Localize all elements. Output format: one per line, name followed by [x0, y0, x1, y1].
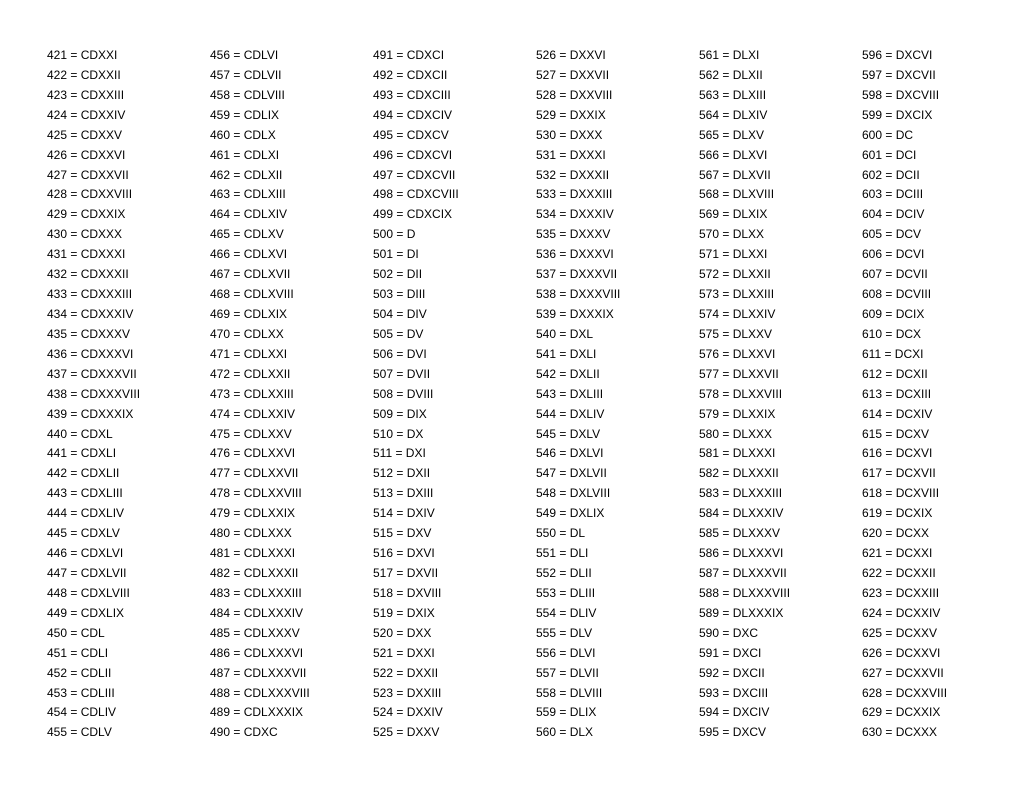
numeral-entry: 553 = DLIII: [536, 585, 596, 600]
numeral-entry: 547 = DXLVII: [536, 466, 607, 481]
numeral-entry: 490 = CDXC: [210, 725, 278, 740]
numeral-entry: 466 = CDLXVI: [210, 247, 288, 262]
numeral-entry: 619 = DCXIX: [862, 506, 933, 521]
numeral-entry: 538 = DXXXVIII: [536, 287, 621, 302]
numeral-entry: 561 = DLXI: [699, 48, 760, 62]
numeral-entry: 629 = DCXXIX: [862, 705, 941, 720]
numeral-entry: 575 = DLXXV: [699, 326, 773, 341]
numeral-entry: 567 = DLXVII: [699, 167, 771, 182]
numeral-entry: 535 = DXXXV: [536, 227, 611, 242]
numeral-entry: 587 = DLXXXVII: [699, 565, 787, 580]
numeral-entry: 607 = DCVII: [862, 267, 928, 282]
numeral-entry: 536 = DXXXVI: [536, 247, 614, 262]
numeral-entry: 545 = DXLV: [536, 426, 601, 441]
numeral-entry: 444 = CDXLIV: [47, 506, 125, 521]
numeral-entry: 616 = DCXVI: [862, 446, 933, 461]
numeral-entry: 537 = DXXXVII: [536, 267, 618, 282]
numeral-entry: 613 = DCXIII: [862, 386, 932, 401]
numeral-entry: 585 = DLXXXV: [699, 526, 781, 541]
numeral-entry: 450 = CDL: [47, 625, 105, 640]
numeral-entry: 623 = DCXXIII: [862, 585, 940, 600]
numeral-entry: 498 = CDXCVIII: [373, 187, 459, 202]
numeral-entry: 515 = DXV: [373, 526, 432, 541]
numeral-entry: 478 = CDLXXVIII: [210, 486, 302, 501]
numeral-entry: 435 = CDXXXV: [47, 326, 131, 341]
numeral-entry: 525 = DXXV: [373, 725, 440, 740]
numeral-entry: 624 = DCXXIV: [862, 605, 941, 620]
numeral-entry: 447 = CDXLVII: [47, 565, 127, 580]
numeral-entry: 529 = DXXIX: [536, 107, 606, 122]
numeral-entry: 512 = DXII: [373, 466, 431, 481]
numeral-entry: 461 = CDLXI: [210, 147, 280, 162]
numeral-entry: 488 = CDLXXXVIII: [210, 685, 310, 700]
numeral-entry: 593 = DXCIII: [699, 685, 769, 700]
numeral-entry: 497 = CDXCVII: [373, 167, 456, 182]
numeral-entry: 591 = DXCI: [699, 645, 762, 660]
numeral-column-1: [47, 46, 210, 746]
numeral-entry: 455 = CDLV: [47, 725, 112, 740]
numeral-entry: 523 = DXXIII: [373, 685, 442, 700]
numeral-entry: 609 = DCIX: [862, 306, 925, 321]
numeral-entry: 520 = DXX: [373, 625, 432, 640]
numeral-entry: 550 = DL: [536, 526, 586, 541]
numeral-entry: 526 = DXXVI: [536, 48, 606, 62]
numeral-entry: 601 = DCI: [862, 147, 917, 162]
numeral-entry: 572 = DLXXII: [699, 267, 771, 282]
numeral-entry: 617 = DCXVII: [862, 466, 936, 481]
numeral-entry: 470 = CDLXX: [210, 326, 284, 341]
numeral-entry: 503 = DIII: [373, 287, 426, 302]
numeral-entry: 476 = CDLXXVI: [210, 446, 296, 461]
numeral-entry: 509 = DIX: [373, 406, 427, 421]
numeral-entry: 422 = CDXXII: [47, 67, 121, 82]
numeral-entry: 429 = CDXXIX: [47, 207, 126, 222]
numeral-entry: 472 = CDLXXII: [210, 366, 291, 381]
numeral-entry: 595 = DXCV: [699, 725, 767, 740]
numeral-entry: 570 = DLXX: [699, 227, 765, 242]
numeral-entry: 516 = DXVI: [373, 546, 435, 561]
numeral-entry: 491 = CDXCI: [373, 48, 445, 62]
numeral-entry: 508 = DVIII: [373, 386, 434, 401]
numeral-entry: 571 = DLXXI: [699, 247, 768, 262]
numeral-entry: 564 = DLXIV: [699, 107, 768, 122]
numeral-entry: 611 = DCXI: [862, 346, 924, 361]
numeral-entry: 446 = CDXLVI: [47, 546, 124, 561]
numeral-entry: 586 = DLXXXVI: [699, 546, 784, 561]
numeral-entry: 514 = DXIV: [373, 506, 435, 521]
numeral-entry: 530 = DXXX: [536, 127, 603, 142]
numeral-entry: 531 = DXXXI: [536, 147, 606, 162]
numeral-entry: 467 = CDLXVII: [210, 267, 291, 282]
numeral-entry: 578 = DLXXVIII: [699, 386, 783, 401]
numeral-entry: 431 = CDXXXI: [47, 247, 126, 262]
numeral-entry: 626 = DCXXVI: [862, 645, 941, 660]
numeral-entry: 475 = CDLXXV: [210, 426, 292, 441]
numeral-column-2: [210, 46, 373, 746]
numeral-entry: 484 = CDLXXXIV: [210, 605, 304, 620]
numeral-entry: 563 = DLXIII: [699, 87, 767, 102]
numeral-entry: 471 = CDLXXI: [210, 346, 288, 361]
numeral-entry: 481 = CDLXXXI: [210, 546, 296, 561]
numeral-entry: 468 = CDLXVIII: [210, 287, 294, 302]
numeral-entry: 541 = DXLI: [536, 346, 597, 361]
numeral-entry: 480 = CDLXXX: [210, 526, 292, 541]
numeral-entry: 589 = DLXXXIX: [699, 605, 784, 620]
numeral-entry: 458 = CDLVIII: [210, 87, 285, 102]
numeral-entry: 474 = CDLXXIV: [210, 406, 296, 421]
numeral-entry: 539 = DXXXIX: [536, 306, 614, 321]
numeral-entry: 608 = DCVIII: [862, 287, 932, 302]
numeral-entry: 549 = DXLIX: [536, 506, 605, 521]
numeral-entry: 511 = DXI: [373, 446, 426, 461]
numeral-entry: 456 = CDLVI: [210, 48, 279, 62]
numeral-entry: 627 = DCXXVII: [862, 665, 944, 680]
numeral-entry: 551 = DLI: [536, 546, 589, 561]
numeral-entry: 618 = DCXVIII: [862, 486, 940, 501]
numeral-entry: 524 = DXXIV: [373, 705, 443, 720]
numeral-entry: 548 = DXLVIII: [536, 486, 611, 501]
numeral-entry: 599 = DXCIX: [862, 107, 933, 122]
numeral-entry: 462 = CDLXII: [210, 167, 283, 182]
numeral-entry: 543 = DXLIII: [536, 386, 604, 401]
numeral-entry: 493 = CDXCIII: [373, 87, 451, 102]
numeral-entry: 439 = CDXXXIX: [47, 406, 134, 421]
numeral-entry: 556 = DLVI: [536, 645, 596, 660]
numeral-entry: 518 = DXVIII: [373, 585, 442, 600]
numeral-entry: 460 = CDLX: [210, 127, 276, 142]
numeral-entry: 552 = DLII: [536, 565, 592, 580]
numeral-entry: 438 = CDXXXVIII: [47, 386, 141, 401]
numeral-entry: 426 = CDXXVI: [47, 147, 126, 162]
numeral-entry: 510 = DX: [373, 426, 424, 441]
numeral-entry: 555 = DLV: [536, 625, 593, 640]
numeral-entry: 507 = DVII: [373, 366, 431, 381]
numeral-entry: 602 = DCII: [862, 167, 920, 182]
numeral-entry: 542 = DXLII: [536, 366, 600, 381]
numeral-entry: 427 = CDXXVII: [47, 167, 129, 182]
numeral-entry: 437 = CDXXXVII: [47, 366, 137, 381]
numeral-entry: 580 = DLXXX: [699, 426, 773, 441]
numeral-entry: 610 = DCX: [862, 326, 922, 341]
numeral-entry: 464 = CDLXIV: [210, 207, 288, 222]
numeral-entry: 452 = CDLII: [47, 665, 112, 680]
numeral-entry: 489 = CDLXXXIX: [210, 705, 304, 720]
numeral-entry: 581 = DLXXXI: [699, 446, 776, 461]
numeral-entry: 582 = DLXXXII: [699, 466, 779, 481]
numeral-entry: 566 = DLXVI: [699, 147, 768, 162]
numeral-entry: 598 = DXCVIII: [862, 87, 940, 102]
numeral-entry: 621 = DCXXI: [862, 546, 933, 561]
numeral-entry: 558 = DLVIII: [536, 685, 603, 700]
numeral-entry: 557 = DLVII: [536, 665, 599, 680]
numeral-entry: 477 = CDLXXVII: [210, 466, 299, 481]
numeral-entry: 421 = CDXXI: [47, 48, 118, 62]
numeral-entry: 546 = DXLVI: [536, 446, 604, 461]
numeral-entry: 583 = DLXXXIII: [699, 486, 783, 501]
numeral-entry: 540 = DXL: [536, 326, 594, 341]
numeral-entry: 565 = DLXV: [699, 127, 765, 142]
numeral-entry: 519 = DXIX: [373, 605, 435, 620]
numeral-entry: 425 = CDXXV: [47, 127, 123, 142]
numeral-entry: 513 = DXIII: [373, 486, 434, 501]
numeral-entry: 588 = DLXXXVIII: [699, 585, 791, 600]
numeral-entry: 441 = CDXLI: [47, 446, 117, 461]
numeral-entry: 521 = DXXI: [373, 645, 435, 660]
numeral-entry: 625 = DCXXV: [862, 625, 938, 640]
numeral-entry: 605 = DCV: [862, 227, 922, 242]
numeral-entry: 495 = CDXCV: [373, 127, 449, 142]
numeral-entry: 606 = DCVI: [862, 247, 925, 262]
numeral-entry: 453 = CDLIII: [47, 685, 115, 700]
numeral-entry: 449 = CDXLIX: [47, 605, 125, 620]
numeral-entry: 594 = DXCIV: [699, 705, 770, 720]
numeral-entry: 612 = DCXII: [862, 366, 928, 381]
numeral-entry: 584 = DLXXXIV: [699, 506, 784, 521]
numeral-entry: 445 = CDXLV: [47, 526, 120, 541]
numeral-entry: 499 = CDXCIX: [373, 207, 453, 222]
numeral-entry: 596 = DXCVI: [862, 48, 933, 62]
numeral-entry: 440 = CDXL: [47, 426, 113, 441]
numeral-entry: 485 = CDLXXXV: [210, 625, 300, 640]
numeral-entry: 614 = DCXIV: [862, 406, 933, 421]
numeral-entry: 559 = DLIX: [536, 705, 597, 720]
numeral-entry: 457 = CDLVII: [210, 67, 282, 82]
numeral-entry: 527 = DXXVII: [536, 67, 610, 82]
numeral-entry: 502 = DII: [373, 267, 423, 282]
numeral-entry: 533 = DXXXIII: [536, 187, 613, 202]
numeral-entry: 576 = DLXXVI: [699, 346, 776, 361]
numeral-entry: 465 = CDLXV: [210, 227, 284, 242]
numeral-entry: 569 = DLXIX: [699, 207, 768, 222]
numeral-entry: 579 = DLXXIX: [699, 406, 776, 421]
numeral-entry: 590 = DXC: [699, 625, 759, 640]
numeral-entry: 473 = CDLXXIII: [210, 386, 294, 401]
numeral-column-3: [373, 46, 536, 746]
numeral-entry: 442 = CDXLII: [47, 466, 120, 481]
numeral-entry: 448 = CDXLVIII: [47, 585, 130, 600]
numeral-entry: 577 = DLXXVII: [699, 366, 779, 381]
numeral-entry: 430 = CDXXX: [47, 227, 123, 242]
numeral-entry: 469 = CDLXIX: [210, 306, 288, 321]
numeral-entry: 603 = DCIII: [862, 187, 924, 202]
numeral-entry: 592 = DXCII: [699, 665, 765, 680]
numeral-entry: 560 = DLX: [536, 725, 594, 740]
numeral-entry: 562 = DLXII: [699, 67, 763, 82]
numeral-entry: 500 = D: [373, 227, 416, 242]
numeral-column-6: [862, 46, 1024, 746]
numeral-entry: 492 = CDXCII: [373, 67, 448, 82]
numeral-entry: 574 = DLXXIV: [699, 306, 776, 321]
numeral-entry: 544 = DXLIV: [536, 406, 605, 421]
numeral-entry: 451 = CDLI: [47, 645, 109, 660]
numeral-entry: 504 = DIV: [373, 306, 427, 321]
numeral-entry: 436 = CDXXXVI: [47, 346, 134, 361]
numeral-entry: 615 = DCXV: [862, 426, 930, 441]
numeral-entry: 534 = DXXXIV: [536, 207, 614, 222]
numeral-entry: 433 = CDXXXIII: [47, 287, 133, 302]
numeral-entry: 522 = DXXII: [373, 665, 439, 680]
roman-numeral-table: [47, 46, 1007, 746]
numeral-entry: 432 = CDXXXII: [47, 267, 129, 282]
numeral-entry: 428 = CDXXVIII: [47, 187, 133, 202]
numeral-entry: 554 = DLIV: [536, 605, 597, 620]
numeral-entry: 628 = DCXXVIII: [862, 685, 948, 700]
numeral-entry: 454 = CDLIV: [47, 705, 117, 720]
numeral-entry: 482 = CDLXXXII: [210, 565, 299, 580]
numeral-entry: 487 = CDLXXXVII: [210, 665, 307, 680]
numeral-entry: 568 = DLXVIII: [699, 187, 775, 202]
numeral-entry: 528 = DXXVIII: [536, 87, 613, 102]
numeral-entry: 622 = DCXXII: [862, 565, 936, 580]
numeral-entry: 486 = CDLXXXVI: [210, 645, 304, 660]
numeral-entry: 496 = CDXCVI: [373, 147, 453, 162]
numeral-entry: 424 = CDXXIV: [47, 107, 126, 122]
numeral-entry: 483 = CDLXXXIII: [210, 585, 302, 600]
numeral-entry: 494 = CDXCIV: [373, 107, 453, 122]
numeral-entry: 573 = DLXXIII: [699, 287, 775, 302]
numeral-entry: 600 = DC: [862, 127, 914, 142]
numeral-entry: 597 = DXCVII: [862, 67, 936, 82]
numeral-entry: 506 = DVI: [373, 346, 427, 361]
numeral-entry: 604 = DCIV: [862, 207, 925, 222]
numeral-entry: 630 = DCXXX: [862, 725, 938, 740]
numeral-entry: 505 = DV: [373, 326, 424, 341]
numeral-entry: 459 = CDLIX: [210, 107, 280, 122]
numeral-entry: 479 = CDLXXIX: [210, 506, 296, 521]
numeral-entry: 517 = DXVII: [373, 565, 439, 580]
numeral-column-4: [536, 46, 699, 746]
numeral-entry: 620 = DCXX: [862, 526, 930, 541]
numeral-entry: 443 = CDXLIII: [47, 486, 123, 501]
numeral-entry: 423 = CDXXIII: [47, 87, 125, 102]
numeral-entry: 463 = CDLXIII: [210, 187, 286, 202]
numeral-entry: 434 = CDXXXIV: [47, 306, 134, 321]
numeral-entry: 501 = DI: [373, 247, 419, 262]
numeral-column-5: [699, 46, 862, 746]
numeral-entry: 532 = DXXXII: [536, 167, 610, 182]
